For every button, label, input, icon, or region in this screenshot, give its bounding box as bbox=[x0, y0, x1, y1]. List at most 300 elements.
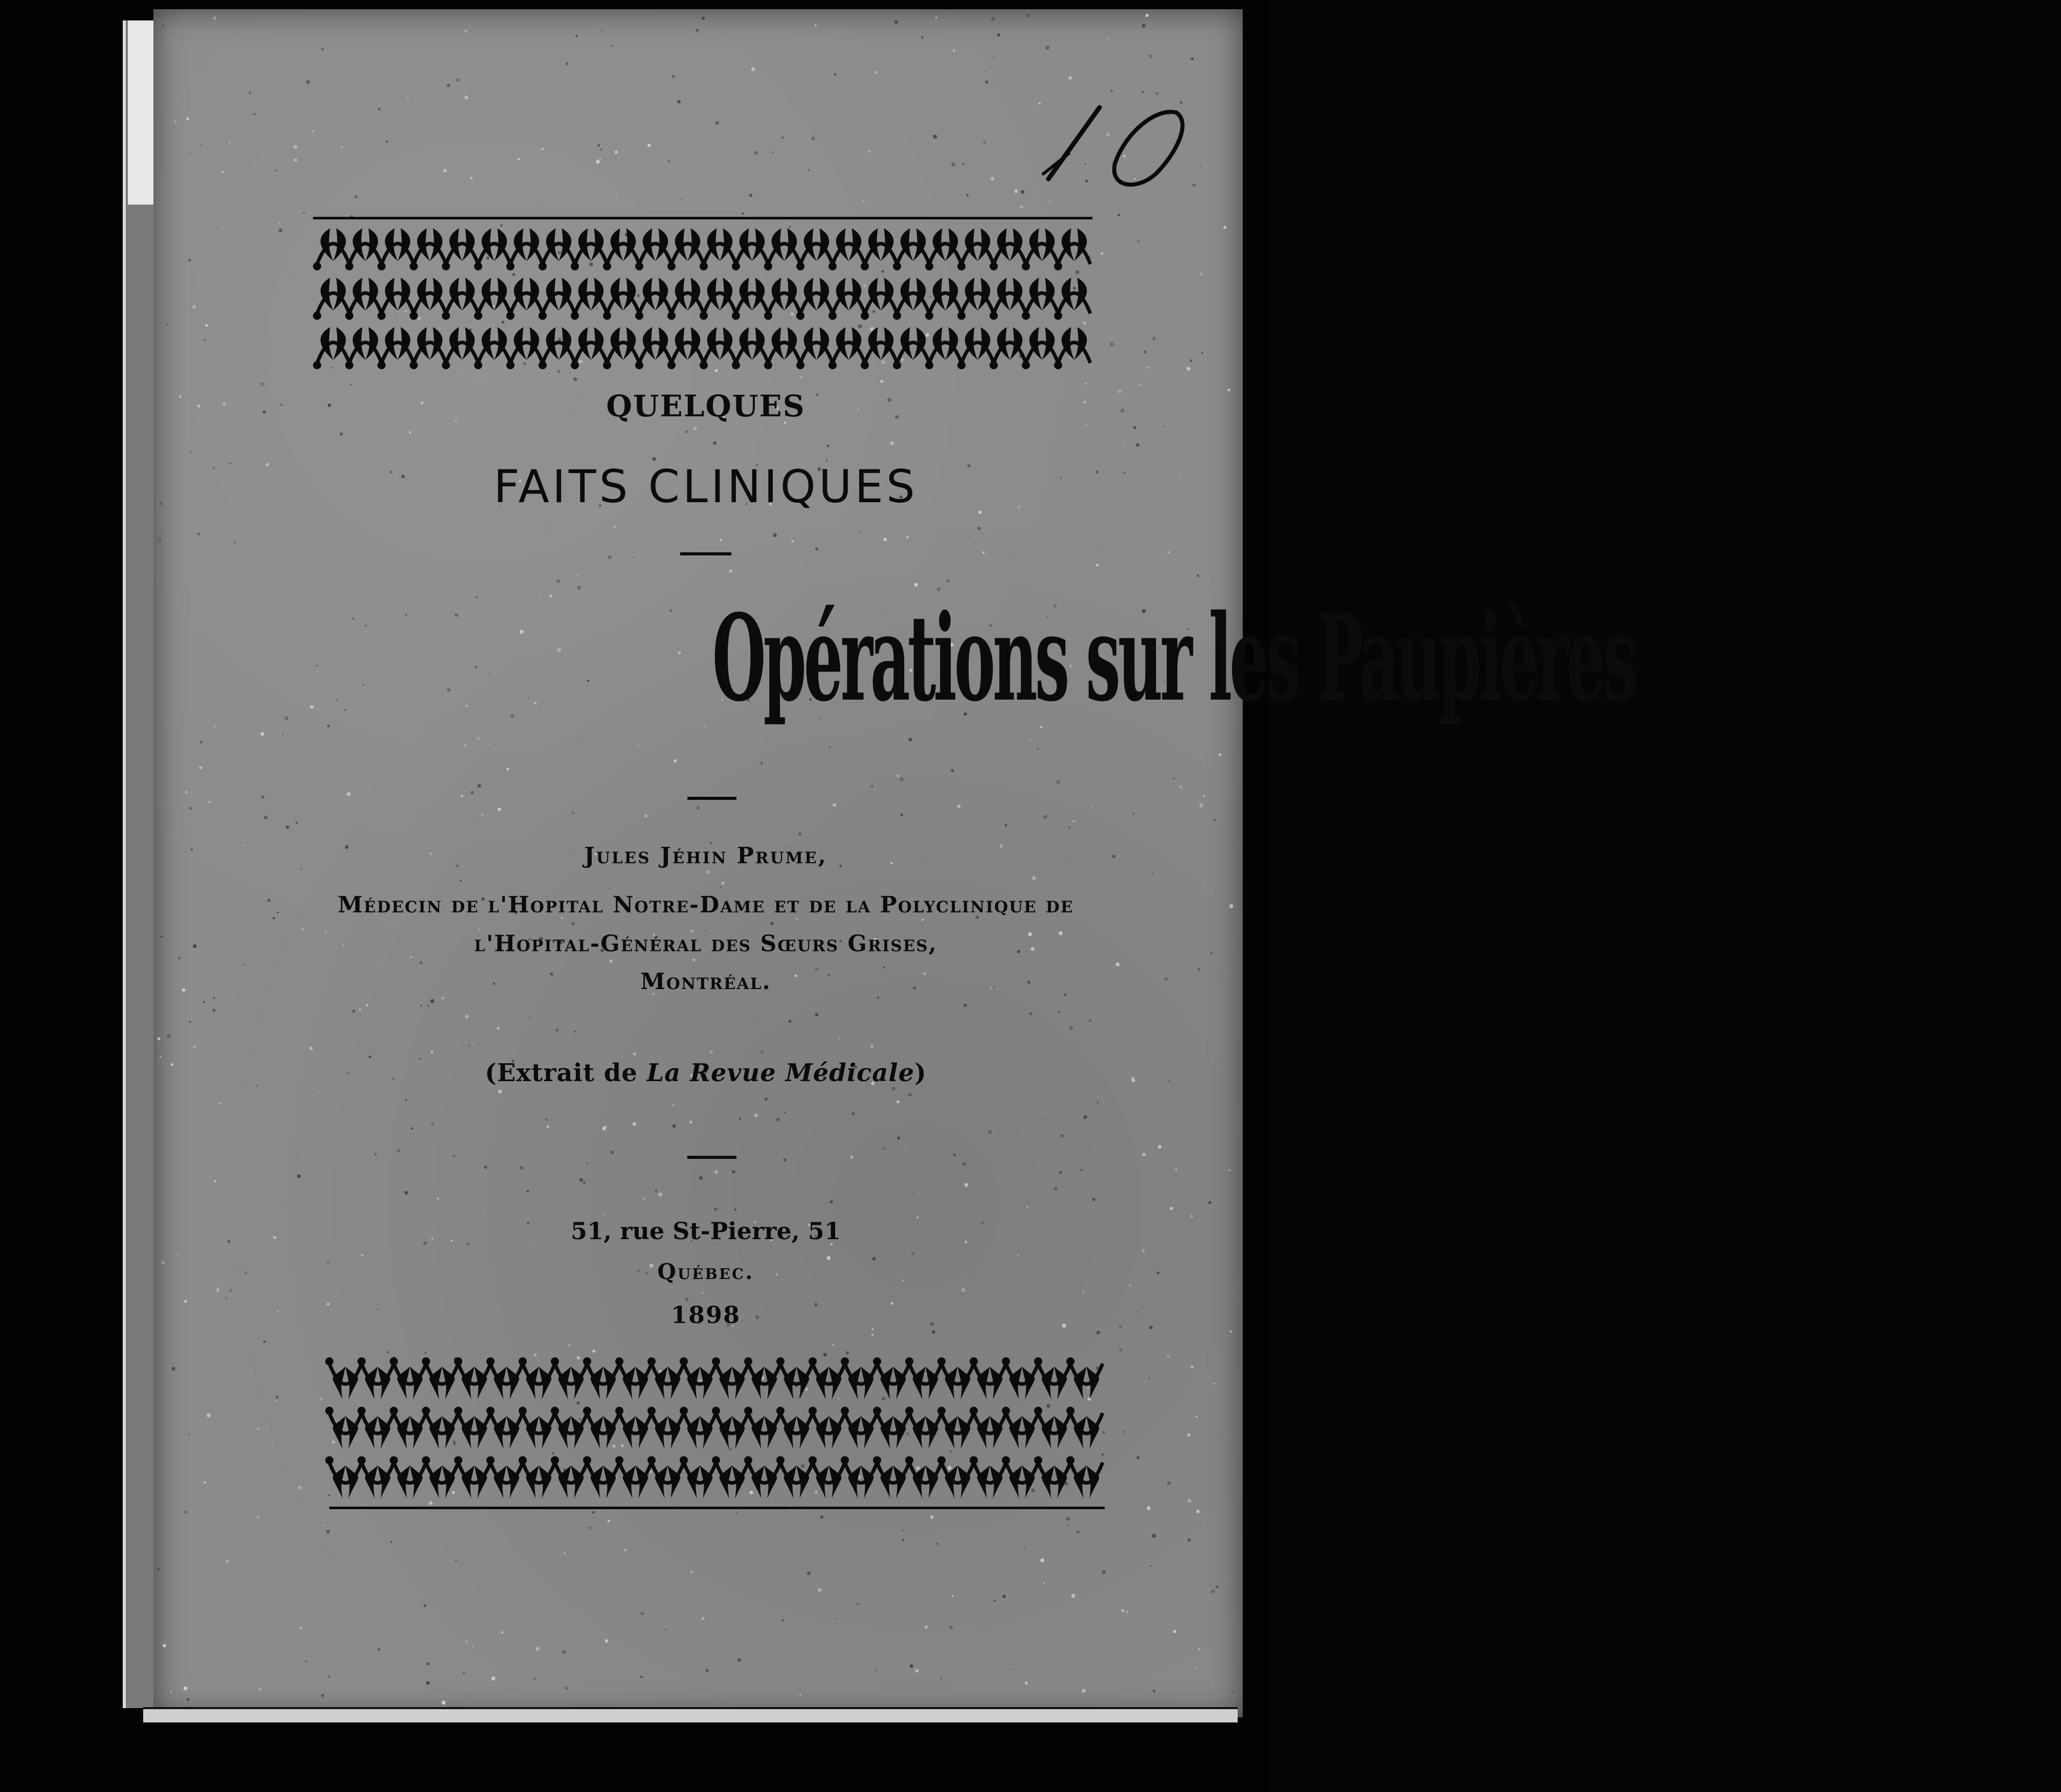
speckle bbox=[569, 372, 571, 374]
ornament-motif bbox=[700, 278, 736, 320]
speckle bbox=[188, 1433, 190, 1435]
speckle bbox=[1119, 1326, 1122, 1328]
speckle bbox=[1208, 1201, 1212, 1204]
ornament-motif bbox=[970, 1357, 1006, 1399]
speckle bbox=[845, 1351, 849, 1355]
bottom-rule bbox=[329, 1507, 1105, 1509]
speckle bbox=[1167, 1481, 1171, 1485]
speckle bbox=[1177, 1626, 1178, 1627]
speckle bbox=[1223, 226, 1226, 229]
speckle bbox=[226, 1559, 229, 1563]
speckle bbox=[352, 1010, 355, 1013]
speckle bbox=[566, 62, 568, 65]
speckle bbox=[241, 649, 242, 651]
ornament-motif bbox=[410, 327, 446, 369]
speckle bbox=[497, 1027, 499, 1029]
speckle bbox=[1056, 780, 1060, 785]
ornament-motif bbox=[345, 327, 382, 369]
ornament-motif bbox=[486, 1357, 523, 1399]
speckle bbox=[1190, 1215, 1193, 1218]
speckle bbox=[674, 1692, 675, 1693]
speckle bbox=[600, 148, 602, 150]
speckle bbox=[1083, 1291, 1085, 1293]
speckle bbox=[925, 1626, 927, 1628]
speckle bbox=[267, 899, 271, 902]
ornament-motif bbox=[893, 228, 929, 270]
speckle bbox=[783, 1158, 786, 1161]
extract-open: (Extrait de bbox=[485, 1059, 638, 1087]
ornament-motif bbox=[474, 278, 510, 320]
speckle bbox=[1132, 813, 1134, 815]
speckle bbox=[815, 24, 817, 26]
speckle bbox=[297, 1174, 301, 1178]
speckle bbox=[293, 276, 294, 277]
speckle bbox=[192, 305, 196, 309]
ornament-motif bbox=[635, 278, 671, 320]
speckle bbox=[877, 996, 880, 999]
speckle bbox=[1211, 952, 1213, 954]
speckle bbox=[732, 790, 733, 791]
speckle bbox=[615, 151, 618, 154]
speckle bbox=[985, 80, 988, 83]
speckle bbox=[442, 997, 444, 1000]
ornament-motif bbox=[732, 228, 768, 270]
speckle bbox=[875, 71, 878, 74]
top-ornament-band bbox=[317, 221, 1090, 369]
speckle bbox=[279, 229, 283, 233]
speckle bbox=[180, 395, 182, 398]
speckle bbox=[1041, 1117, 1043, 1119]
speckle bbox=[158, 1569, 160, 1571]
speckle bbox=[431, 1123, 434, 1126]
speckle bbox=[615, 196, 617, 198]
speckle bbox=[983, 1624, 984, 1625]
speckle bbox=[850, 1156, 854, 1159]
speckle bbox=[1144, 351, 1147, 354]
speckle bbox=[583, 1181, 585, 1183]
speckle bbox=[685, 430, 688, 433]
ornament-motif bbox=[776, 1407, 813, 1449]
speckle bbox=[1214, 819, 1216, 821]
speckle bbox=[1118, 214, 1121, 216]
speckle bbox=[1085, 383, 1087, 385]
speckle bbox=[230, 462, 232, 464]
speckle bbox=[546, 1119, 547, 1121]
speckle bbox=[633, 557, 634, 558]
ornament-motif bbox=[422, 1357, 458, 1399]
ornament-motif bbox=[603, 278, 639, 320]
speckle bbox=[1108, 38, 1109, 39]
speckle bbox=[994, 1600, 996, 1602]
speckle bbox=[226, 1297, 228, 1300]
speckle bbox=[1089, 1019, 1092, 1022]
speckle bbox=[442, 1700, 446, 1705]
speckle bbox=[897, 1137, 900, 1140]
speckle bbox=[1126, 1611, 1128, 1614]
ornament-motif bbox=[873, 1407, 909, 1449]
speckle bbox=[517, 158, 520, 160]
speckle bbox=[184, 1686, 188, 1690]
speckle bbox=[699, 1176, 703, 1180]
ornament-motif bbox=[776, 1456, 813, 1498]
speckle bbox=[993, 57, 994, 58]
speckle bbox=[456, 78, 460, 82]
speckle bbox=[991, 177, 995, 181]
ornament-motif bbox=[937, 1456, 974, 1498]
speckle bbox=[443, 169, 446, 172]
speckle bbox=[624, 1549, 627, 1552]
ornament-motif bbox=[937, 1407, 974, 1449]
speckle bbox=[491, 1676, 496, 1681]
speckle bbox=[1191, 1365, 1194, 1369]
ornament-motif bbox=[454, 1357, 490, 1399]
speckle bbox=[324, 1525, 325, 1526]
ornament-motif bbox=[1054, 278, 1090, 320]
speckle bbox=[713, 441, 716, 445]
speckle bbox=[300, 1627, 302, 1629]
speckle bbox=[674, 759, 677, 763]
ornament-motif bbox=[1034, 1456, 1070, 1498]
speckle bbox=[1212, 580, 1214, 581]
ornament-motif bbox=[390, 1357, 426, 1399]
speckle bbox=[1061, 1134, 1064, 1137]
speckle bbox=[605, 1639, 609, 1643]
speckle bbox=[1169, 1080, 1170, 1082]
speckle bbox=[871, 1333, 873, 1336]
ornament-motif bbox=[744, 1357, 780, 1399]
speckle bbox=[1146, 14, 1149, 17]
speckle bbox=[162, 25, 164, 27]
speckle bbox=[260, 732, 264, 736]
ornament-motif bbox=[551, 1357, 587, 1399]
ornament-motif bbox=[313, 228, 349, 270]
speckle bbox=[1118, 390, 1122, 393]
speckle bbox=[946, 579, 949, 582]
speckle bbox=[309, 1047, 313, 1050]
speckle bbox=[159, 540, 162, 543]
speckle bbox=[527, 1191, 529, 1193]
speckle bbox=[833, 803, 836, 807]
ornament-motif bbox=[345, 228, 382, 270]
speckle bbox=[900, 814, 903, 816]
speckle bbox=[922, 919, 924, 921]
speckle bbox=[556, 579, 560, 583]
ornament-motif bbox=[635, 327, 671, 369]
speckle bbox=[900, 777, 904, 781]
ornament-motif bbox=[809, 1407, 845, 1449]
speckle bbox=[465, 1641, 467, 1643]
speckle bbox=[1196, 1510, 1200, 1513]
speckle bbox=[697, 806, 700, 810]
speckle bbox=[1002, 1595, 1005, 1598]
ornament-motif bbox=[841, 1456, 877, 1498]
speckle bbox=[318, 1091, 319, 1093]
speckle bbox=[453, 1155, 455, 1157]
speckle bbox=[807, 1572, 811, 1575]
speckle bbox=[1096, 1331, 1100, 1334]
speckle bbox=[571, 922, 575, 926]
speckle bbox=[760, 1051, 764, 1054]
speckle bbox=[788, 1020, 791, 1023]
ornament-motif bbox=[313, 327, 349, 369]
speckle bbox=[214, 1180, 216, 1182]
speckle bbox=[633, 1122, 636, 1126]
speckle bbox=[361, 1254, 364, 1257]
speckle bbox=[294, 145, 298, 149]
speckle bbox=[1201, 352, 1203, 354]
speckle bbox=[815, 547, 818, 550]
speckle bbox=[640, 1676, 642, 1678]
speckle bbox=[160, 1056, 161, 1057]
speckle bbox=[1023, 1547, 1025, 1549]
speckle bbox=[720, 539, 722, 541]
speckle bbox=[484, 1166, 487, 1169]
ornament-motif bbox=[357, 1357, 394, 1399]
ornament-motif bbox=[957, 327, 994, 369]
speckle bbox=[690, 1571, 693, 1574]
speckle bbox=[1077, 1530, 1080, 1533]
speckle bbox=[1029, 739, 1030, 740]
ornament-motif bbox=[390, 1407, 426, 1449]
speckle bbox=[997, 33, 1000, 36]
ornament-motif bbox=[712, 1407, 748, 1449]
speckle bbox=[592, 1350, 595, 1353]
speckle bbox=[260, 383, 264, 387]
speckle bbox=[167, 1035, 171, 1039]
ornament-motif bbox=[764, 327, 800, 369]
speckle bbox=[820, 1515, 823, 1519]
speckle bbox=[608, 1519, 610, 1522]
ornament-motif bbox=[861, 327, 897, 369]
speckle bbox=[573, 377, 577, 382]
speckle bbox=[387, 1351, 390, 1354]
speckle bbox=[909, 1212, 910, 1213]
speckle bbox=[815, 1013, 818, 1017]
speckle bbox=[300, 868, 302, 870]
speckle bbox=[1043, 1583, 1045, 1584]
speckle bbox=[264, 816, 268, 820]
ornament-motif bbox=[615, 1407, 652, 1449]
speckle bbox=[261, 795, 264, 798]
speckle bbox=[953, 1154, 956, 1156]
speckle bbox=[826, 444, 830, 447]
speckle bbox=[320, 1398, 322, 1400]
speckle bbox=[1199, 803, 1203, 808]
speckle bbox=[420, 1552, 421, 1553]
speckle bbox=[273, 917, 275, 920]
speckle bbox=[562, 1650, 566, 1654]
speckle bbox=[472, 1043, 473, 1044]
speckle bbox=[534, 1354, 537, 1357]
speckle bbox=[702, 1617, 705, 1620]
ornament-motif bbox=[519, 1456, 555, 1498]
speckle bbox=[409, 431, 411, 433]
ornament-motif bbox=[345, 278, 382, 320]
ornament-motif bbox=[957, 228, 994, 270]
speckle bbox=[894, 20, 898, 24]
speckle bbox=[227, 1240, 230, 1243]
speckle bbox=[472, 1646, 473, 1647]
speckle bbox=[751, 68, 755, 72]
speckle bbox=[170, 1063, 173, 1066]
speckle bbox=[1014, 189, 1018, 193]
ornament-motif bbox=[957, 278, 994, 320]
speckle bbox=[186, 1698, 189, 1701]
ornament-motif bbox=[486, 1407, 523, 1449]
ornament-motif bbox=[486, 1456, 523, 1498]
speckle bbox=[689, 1121, 692, 1124]
speckle bbox=[1037, 748, 1039, 750]
speckle bbox=[1228, 1169, 1230, 1171]
speckle bbox=[935, 17, 937, 19]
speckle bbox=[565, 1687, 568, 1689]
ornament-motif bbox=[809, 1456, 845, 1498]
speckle bbox=[1229, 904, 1234, 908]
speckle bbox=[1152, 873, 1153, 875]
speckle bbox=[883, 1148, 885, 1150]
speckle bbox=[1026, 1206, 1028, 1207]
ornament-motif bbox=[474, 228, 510, 270]
speckle bbox=[386, 140, 388, 143]
speckle bbox=[174, 121, 176, 123]
speckle bbox=[1147, 17, 1149, 18]
ornament-motif bbox=[1022, 278, 1058, 320]
publisher-city: Québec. bbox=[657, 1259, 754, 1284]
speckle bbox=[195, 1136, 196, 1137]
ornament-motif bbox=[680, 1456, 716, 1498]
ornament-motif bbox=[893, 278, 929, 320]
speckle bbox=[677, 100, 681, 103]
speckle bbox=[1211, 1589, 1215, 1594]
ornament-motif bbox=[1066, 1407, 1103, 1449]
speckle bbox=[177, 1255, 178, 1256]
ornament-motif bbox=[905, 1357, 942, 1399]
ornament-motif bbox=[809, 1357, 845, 1399]
speckle bbox=[611, 44, 613, 47]
speckle bbox=[280, 404, 282, 406]
ornament-motif bbox=[313, 278, 349, 320]
speckle bbox=[1110, 342, 1114, 346]
speckle bbox=[216, 1289, 219, 1292]
ornament-motif bbox=[1066, 1357, 1103, 1399]
speckle bbox=[676, 176, 678, 177]
ornament-motif bbox=[325, 1456, 362, 1498]
speckle bbox=[933, 141, 935, 142]
speckle bbox=[957, 804, 961, 808]
speckle bbox=[249, 92, 251, 94]
ornament-motif bbox=[732, 278, 768, 320]
speckle bbox=[212, 467, 215, 469]
speckle bbox=[327, 517, 328, 518]
speckle bbox=[276, 1400, 277, 1401]
ornament-motif bbox=[551, 1407, 587, 1449]
ornament-motif bbox=[667, 228, 704, 270]
ornament-motif bbox=[905, 1407, 942, 1449]
speckle bbox=[827, 1121, 828, 1122]
speckle bbox=[217, 1287, 219, 1289]
speckle bbox=[1196, 1667, 1198, 1669]
speckle bbox=[818, 1588, 821, 1592]
ornament-motif bbox=[583, 1456, 619, 1498]
ornament-motif bbox=[925, 327, 961, 369]
speckle bbox=[791, 540, 793, 542]
speckle bbox=[880, 380, 883, 383]
speckle bbox=[170, 1691, 172, 1692]
speckle bbox=[1167, 551, 1170, 553]
speckle bbox=[1200, 273, 1202, 276]
speckle bbox=[940, 1678, 942, 1680]
speckle bbox=[557, 370, 560, 373]
speckle bbox=[1083, 1115, 1087, 1119]
ornament-motif bbox=[442, 327, 478, 369]
ornament-motif bbox=[990, 228, 1026, 270]
speckle bbox=[506, 768, 509, 770]
speckle bbox=[786, 840, 787, 841]
speckle bbox=[770, 922, 773, 925]
ornament-motif bbox=[454, 1407, 490, 1449]
speckle bbox=[1139, 385, 1141, 386]
ornament-motif bbox=[615, 1357, 652, 1399]
speckle bbox=[1045, 46, 1049, 50]
speckle bbox=[1179, 786, 1182, 789]
speckle bbox=[962, 1162, 966, 1166]
speckle bbox=[962, 163, 965, 165]
speckle bbox=[463, 1672, 465, 1674]
speckle bbox=[1037, 1552, 1038, 1553]
speckle bbox=[830, 1200, 833, 1203]
ornament-motif bbox=[442, 278, 478, 320]
speckle bbox=[722, 882, 725, 885]
speckle bbox=[483, 1215, 485, 1217]
ornament-motif bbox=[776, 1357, 813, 1399]
author-name: Jules Jéhin Prume, bbox=[584, 843, 828, 869]
ornament-motif bbox=[647, 1407, 684, 1449]
speckle bbox=[230, 1289, 232, 1292]
speckle bbox=[930, 1516, 933, 1519]
speckle bbox=[655, 1190, 657, 1192]
speckle bbox=[411, 1127, 413, 1130]
speckle bbox=[1133, 426, 1136, 429]
speckle bbox=[163, 1644, 166, 1647]
speckle bbox=[340, 433, 343, 436]
speckle bbox=[1196, 1416, 1197, 1417]
speckle bbox=[214, 726, 215, 727]
speckle bbox=[875, 1669, 877, 1671]
speckle bbox=[800, 376, 802, 378]
speckle bbox=[915, 1669, 919, 1673]
speckle bbox=[470, 1694, 471, 1695]
speckle bbox=[602, 1127, 606, 1130]
ornament-motif bbox=[1002, 1456, 1038, 1498]
speckle bbox=[1197, 575, 1199, 577]
speckle bbox=[1124, 472, 1125, 473]
main-title: Opérations sur les Paupières bbox=[712, 588, 1635, 728]
ornament-motif bbox=[925, 278, 961, 320]
ornament-motif bbox=[506, 327, 543, 369]
speckle bbox=[529, 1017, 530, 1019]
ornament-motif bbox=[442, 228, 478, 270]
speckle bbox=[184, 1300, 187, 1303]
speckle bbox=[664, 1629, 666, 1630]
ornament-motif bbox=[474, 327, 510, 369]
ornament-motif bbox=[325, 1357, 362, 1399]
speckle bbox=[306, 80, 309, 84]
extract-note bbox=[317, 1059, 1094, 1087]
speckle bbox=[1110, 89, 1113, 93]
speckle bbox=[213, 16, 216, 20]
speckle bbox=[702, 1292, 704, 1294]
speckle bbox=[956, 104, 957, 105]
